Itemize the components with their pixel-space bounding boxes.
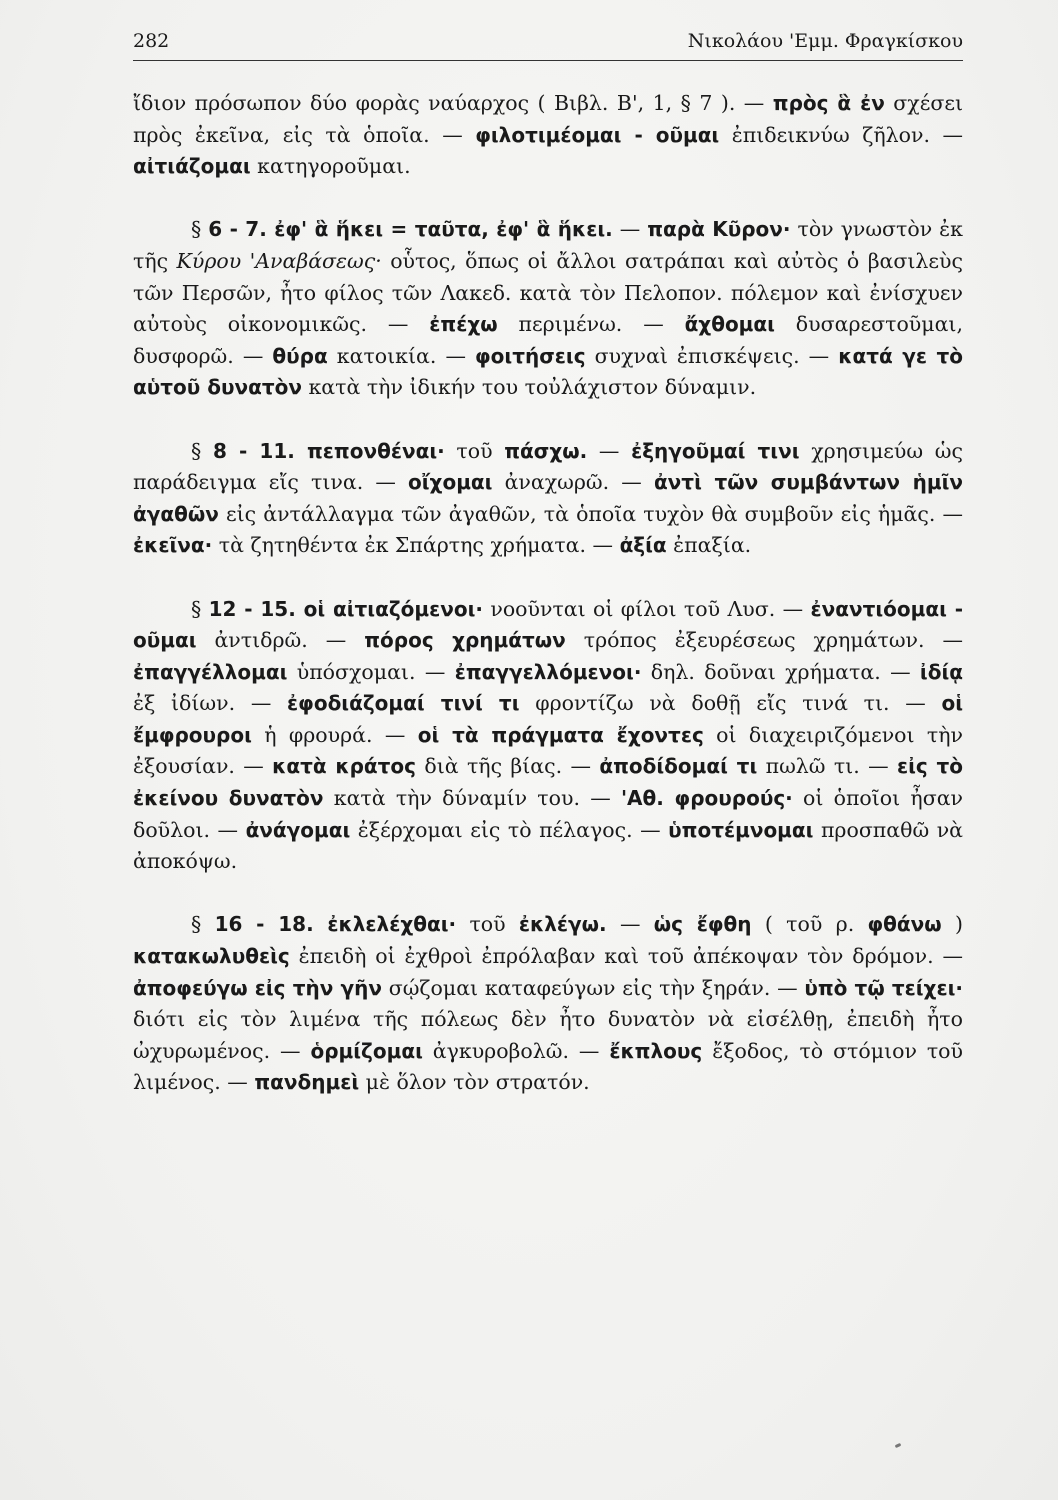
lemma: ἀξία [619,533,667,558]
gloss-text: ὑπόσχομαι. — [287,659,455,684]
lemma: παρὰ Κῦρον· [647,217,791,242]
lemma: ἀνάγομαι [245,817,351,842]
gloss-text: — [606,912,654,937]
running-title: Νικολάου 'Εμμ. Φραγκίσκου [687,30,963,52]
gloss-text: ἀγκυροβολῶ. — [422,1038,610,1063]
gloss-text: δυσαρεστοῦμαι, δυσφορῶ. — [133,312,963,368]
gloss-text: ἐπιδεικνύω ζῆλον. — [719,122,964,147]
gloss-text: — [587,438,632,463]
gloss-text: ἐπαξία. [666,533,752,558]
gloss-text: ἐπειδὴ οἱ ἐχθροὶ ἐπρόλαβαν καὶ τοῦ ἀπέκοψαν τὸν δρόμον. — [289,944,963,969]
gloss-text: ἡ φρουρά. — [251,722,418,747]
gloss-text: τὸν γνωστὸν ἐκ τῆς [133,217,963,273]
lemma: ἐφοδιάζομαί τινί τι [287,691,520,716]
lemma: φθάνω [867,912,942,937]
lemma: φιλοτιμέομαι - οῦμαι [475,122,720,147]
gloss-text: οὗτος, ὅπως οἱ ἄλλοι σατράπαι καὶ αὐτὸς ὁ βασιλεὺς τῶν Περσῶν, ἦτο φίλος τῶν Λακεδ. κατὰ τὸν Πελοπον. πόλεμον καὶ ἐνίσχυεν αὐτοὺς οἰκονομικῶς. — [133,248,963,337]
lemma: ἰδίᾳ [919,659,963,684]
gloss-text: χρησιμεύω ὡς παράδειγμα εἴς τινα. — [133,438,963,495]
lemma: ἐπαγγελλόμενοι· [454,659,642,684]
gloss-text: § [191,217,209,242]
lemma: κατὰ κράτος [272,754,417,779]
gloss-text: ) [941,912,963,937]
section-paragraph [133,436,963,562]
lemma: κατά γε τὸ αὑτοῦ δυνατὸν [133,343,963,400]
gloss-text: § [191,596,209,621]
gloss-text: τοῦ [456,912,519,937]
lemma: θύρα [272,343,328,368]
lemma: πάσχω. [504,438,588,463]
gloss-text: ἐξέρχομαι εἰς τὸ πέλαγος. — [350,817,669,842]
lemma: ἄχθομαι [684,312,775,337]
lemma: φοιτήσεις [475,343,586,368]
gloss-text: κατοικία. — [327,343,476,368]
lemma: ἐκλέγω. [518,912,607,937]
section-paragraph [133,909,963,1099]
lemma: εἰς τὸ ἐκείνου δυνατὸν [133,754,964,811]
gloss-text: οἱ διαχειριζόμενοι τὴν ἐξουσίαν. — [133,722,963,779]
lemma: ἀποδίδομαί τι [599,754,758,779]
gloss-text: φροντίζω νὰ δοθῇ εἴς τινά τι. — [519,691,942,716]
gloss-text: διότι εἰς τὸν λιμένα τῆς πόλεως δὲν ἦτο δυνατὸν νὰ εἰσέλθῃ, ἐπειδὴ ἦτο ὠχυρωμένος. — [133,1007,963,1063]
gloss-text: δηλ. δοῦναι χρήματα. — [641,659,920,684]
gloss-text: ἴδιον πρόσωπον δύο φορὰς ναύαρχος ( Βιβλ. Β', 1, § 7 ). — [133,91,773,115]
gloss-text: τὰ ζητηθέντα ἐκ Σπάρτης χρήματα. — [212,533,620,558]
gloss-text: οἱ ὁποῖοι ἦσαν δοῦλοι. — [133,786,963,842]
gloss-text: — [612,217,648,242]
lemma: ὑπὸ τῷ τείχει· [804,975,963,1000]
lemma: πρὸς ἃ ἐν [772,91,885,115]
lemma: οἱ ἔμφρουροι [133,691,963,747]
lemma: ἀποφεύγω εἰς τὴν γῆν [133,975,382,1000]
gloss-text: ἔξοδος, τὸ στόμιον τοῦ λιμένος. — [133,1038,963,1095]
gloss-text: νοοῦνται οἱ φίλοι τοῦ Λυσ. — [483,596,811,621]
gloss-text: διὰ τῆς βίας. — [416,754,600,779]
gloss-text: ἀναχωρῶ. — [492,470,654,495]
lemma: πανδημεὶ [254,1070,360,1095]
lemma: οἴχομαι [408,470,493,495]
lemma: οἱ τὰ πράγματα ἔχοντες [417,722,704,747]
lemma: ἐκεῖνα· [133,533,213,558]
page-number: 282 [133,30,170,52]
gloss-text: τρόπος ἐξευρέσεως χρημάτων. — [565,628,963,653]
gloss-text: περιμένω. — [497,312,685,337]
gloss-text: σχέσει πρὸς ἐκεῖνα, εἰς τὰ ὁποῖα. — [133,91,963,147]
lemma: πόρος χρημάτων [364,628,566,653]
gloss-text: προσπαθῶ νὰ ἀποκόψω. [133,817,964,874]
gloss-text: § [191,912,215,937]
paragraph [133,88,963,183]
lemma: ἐπέχω [429,312,498,337]
lemma: κατακωλυθεὶς [133,944,290,969]
title-reference: Κύρου 'Αναβάσεως· [176,248,382,273]
gloss-text: πωλῶ τι. — [757,754,897,779]
lemma: ἐπαγγέλλομαι [133,659,288,684]
gloss-text: ( τοῦ ρ. [751,912,868,937]
lemma: ἐξηγοῦμαί τινι [631,438,800,463]
lemma: 6 - 7. ἐφ' ἃ ἥκει = ταῦτα, ἐφ' ἃ ἥκει. [208,217,613,242]
lemma: 'Αθ. φρουρούς· [620,786,793,811]
lemma: ἐναντιόομαι - οῦμαι [133,596,963,653]
gloss-text: μὲ ὅλον τὸν στρατόν. [359,1070,590,1095]
gloss-text: κατηγοροῦμαι. [250,154,411,179]
section-paragraph [133,594,963,878]
page-header [133,26,963,61]
lemma: 16 - 18. ἐκλελέχθαι· [214,912,457,937]
gloss-text: σῴζομαι καταφεύγων εἰς τὴν ξηράν. — [382,975,805,1000]
gloss-text: τοῦ [444,438,505,463]
section-paragraph [133,214,963,404]
lemma: 12 - 15. οἱ αἰτιαζόμενοι· [208,596,483,621]
lemma: ἔκπλους [609,1038,703,1063]
lemma: ἀντὶ τῶν συμβάντων ἡμῖν ἀγαθῶν [133,470,963,526]
lemma: ὁρμίζομαι [310,1038,423,1063]
gloss-text: ἀντιδρῶ. — [196,628,365,653]
gloss-text: εἰς ἀντάλλαγμα τῶν ἀγαθῶν, τὰ ὁποῖα τυχὸν θὰ συμβοῦν εἰς ἡμᾶς. — [218,501,963,526]
gloss-text: ἐξ ἰδίων. — [133,691,288,716]
gloss-text: συχναὶ ἐπισκέψεις. — [585,343,839,368]
ink-speck [895,1443,902,1448]
lemma: 8 - 11. πεπονθέναι· [212,438,445,463]
lemma: ὡς ἔφθη [653,912,752,937]
commentary-text [133,88,963,1099]
gloss-text: § [191,438,213,463]
lemma: αἰτιάζομαι [133,154,251,179]
gloss-text: κατὰ τὴν δύναμίν του. — [323,786,621,811]
gloss-text: κατὰ τὴν ἰδικήν του τοὐλάχιστον δύναμιν. [301,375,757,400]
lemma: ὑποτέμνομαι [668,817,814,842]
